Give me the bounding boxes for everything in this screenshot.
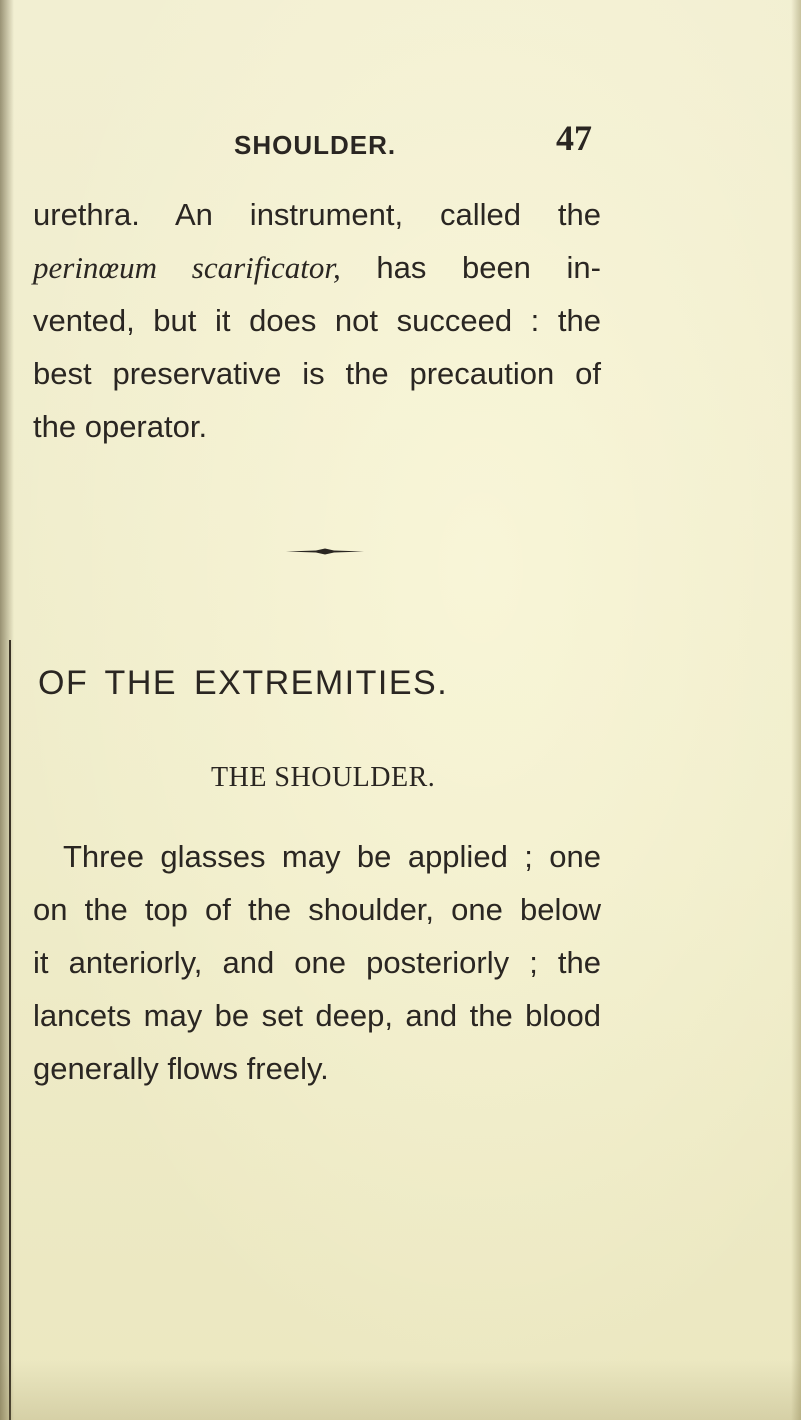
paragraph-2-line: generally flows freely.	[33, 1051, 329, 1086]
paragraph-2	[33, 830, 601, 1095]
paragraph-1-line: the operator.	[33, 409, 208, 444]
page-right-edge	[791, 0, 801, 1420]
paragraph-1-line: best preservative is the precaution of	[33, 356, 601, 391]
section-subtitle: THE SHOULDER.	[211, 762, 436, 793]
paragraph-2-line: Three glasses may be applied ; one	[63, 839, 601, 874]
paragraph-2-line: it anteriorly, and one posteriorly ; the	[33, 945, 601, 980]
italic-term: perinœum scarificator,	[33, 250, 341, 285]
page-edge-line	[9, 640, 11, 1420]
section-divider-rule	[286, 548, 364, 555]
paragraph-1-line: vented, but it does not succeed : the	[33, 303, 601, 338]
paragraph-2-line: lancets may be set deep, and the blood	[33, 998, 601, 1033]
paragraph-1-line: urethra. An instrument, called the	[33, 197, 601, 232]
page-bottom-shade	[0, 1360, 801, 1420]
paragraph-1-line	[33, 241, 601, 294]
page-number: 47	[556, 118, 592, 158]
page-gutter-shadow	[0, 0, 14, 1420]
paragraph-1	[33, 188, 601, 453]
section-title: OF THE EXTREMITIES.	[38, 664, 449, 702]
line-remainder: has been in-	[340, 250, 601, 285]
paragraph-2-line: on the top of the shoulder, one below	[33, 892, 601, 927]
running-head-title: SHOULDER.	[234, 130, 397, 160]
